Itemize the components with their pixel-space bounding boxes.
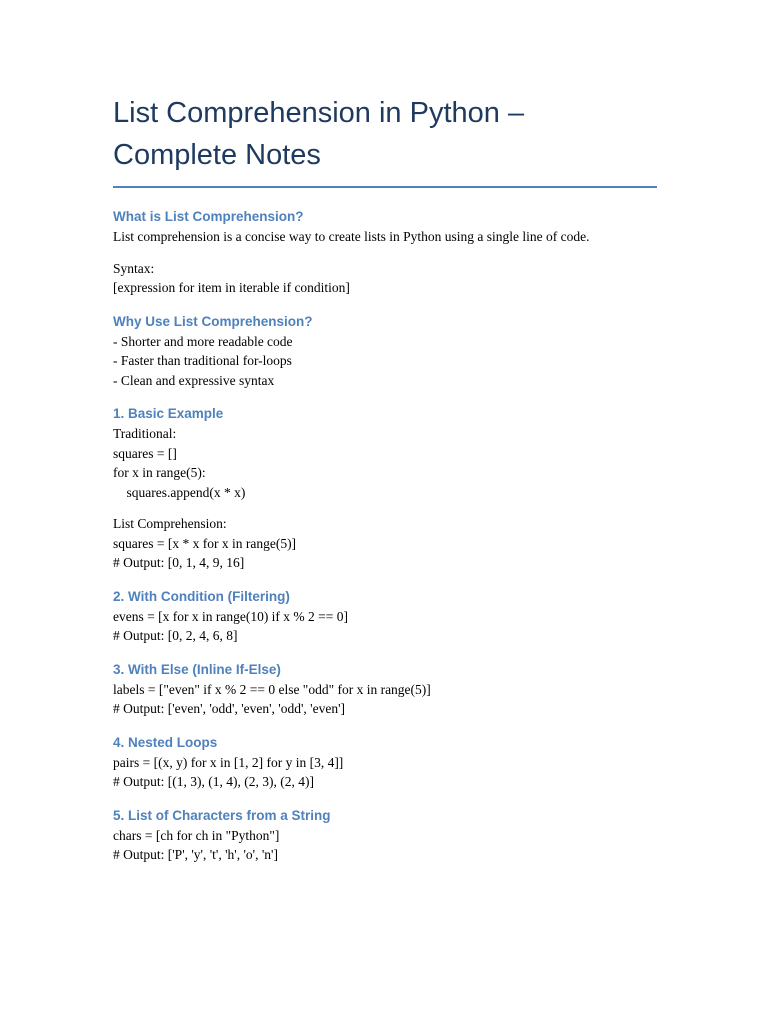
list-item: - Shorter and more readable code — [113, 333, 293, 349]
document-title — [113, 92, 657, 176]
code-line: labels = ["even" if x % 2 == 0 else "odd" for x in range(5)] — [113, 681, 431, 697]
title-line-1: List Comprehension in Python – — [113, 97, 525, 129]
title-line-2: Complete Notes — [113, 139, 321, 171]
section-basic-example — [113, 404, 657, 573]
section-chars — [113, 806, 657, 865]
code-line: squares = [] — [113, 445, 177, 461]
code-line: squares = [x * x for x in range(5)] — [113, 535, 297, 551]
body-text: List comprehension is a concise way to create lists in Python using a single line of code. — [113, 229, 590, 244]
syntax-text: [expression for item in iterable if condition] — [113, 280, 350, 295]
output-line: # Output: [0, 2, 4, 6, 8] — [113, 628, 238, 643]
section-heading: 4. Nested Loops — [113, 734, 218, 750]
code-line: pairs = [(x, y) for x in [1, 2] for y in [3, 4]] — [113, 754, 344, 770]
output-line: # Output: ['even', 'odd', 'even', 'odd', 'even'] — [113, 701, 346, 716]
section-what — [113, 207, 657, 298]
output-line: # Output: [0, 1, 4, 9, 16] — [113, 555, 245, 570]
code-line: chars = [ch for ch in "Python"] — [113, 827, 280, 843]
section-why — [113, 312, 657, 391]
code-line: for x in range(5): — [113, 465, 206, 480]
code-line: evens = [x for x in range(10) if x % 2 == 0] — [113, 608, 349, 624]
section-heading: 1. Basic Example — [113, 406, 224, 421]
list-item: - Faster than traditional for-loops — [113, 353, 292, 368]
section-heading: 2. With Condition (Filtering) — [113, 588, 290, 604]
section-heading: 3. With Else (Inline If-Else) — [113, 661, 281, 677]
section-heading: 5. List of Characters from a String — [113, 807, 331, 823]
output-line: # Output: [(1, 3), (1, 4), (2, 3), (2, 4)] — [113, 774, 314, 789]
list-item: - Clean and expressive syntax — [113, 372, 275, 388]
document-page — [113, 92, 657, 865]
section-heading: Why Use List Comprehension? — [113, 313, 313, 329]
lc-label: List Comprehension: — [113, 516, 227, 531]
code-line: squares.append(x * x) — [113, 484, 246, 500]
section-else — [113, 660, 657, 719]
output-line: # Output: ['P', 'y', 't', 'h', 'o', 'n'] — [113, 847, 278, 862]
traditional-label: Traditional: — [113, 426, 177, 441]
section-condition — [113, 587, 657, 646]
section-heading: What is List Comprehension? — [113, 209, 304, 224]
section-nested — [113, 733, 657, 792]
syntax-label: Syntax: — [113, 260, 155, 276]
